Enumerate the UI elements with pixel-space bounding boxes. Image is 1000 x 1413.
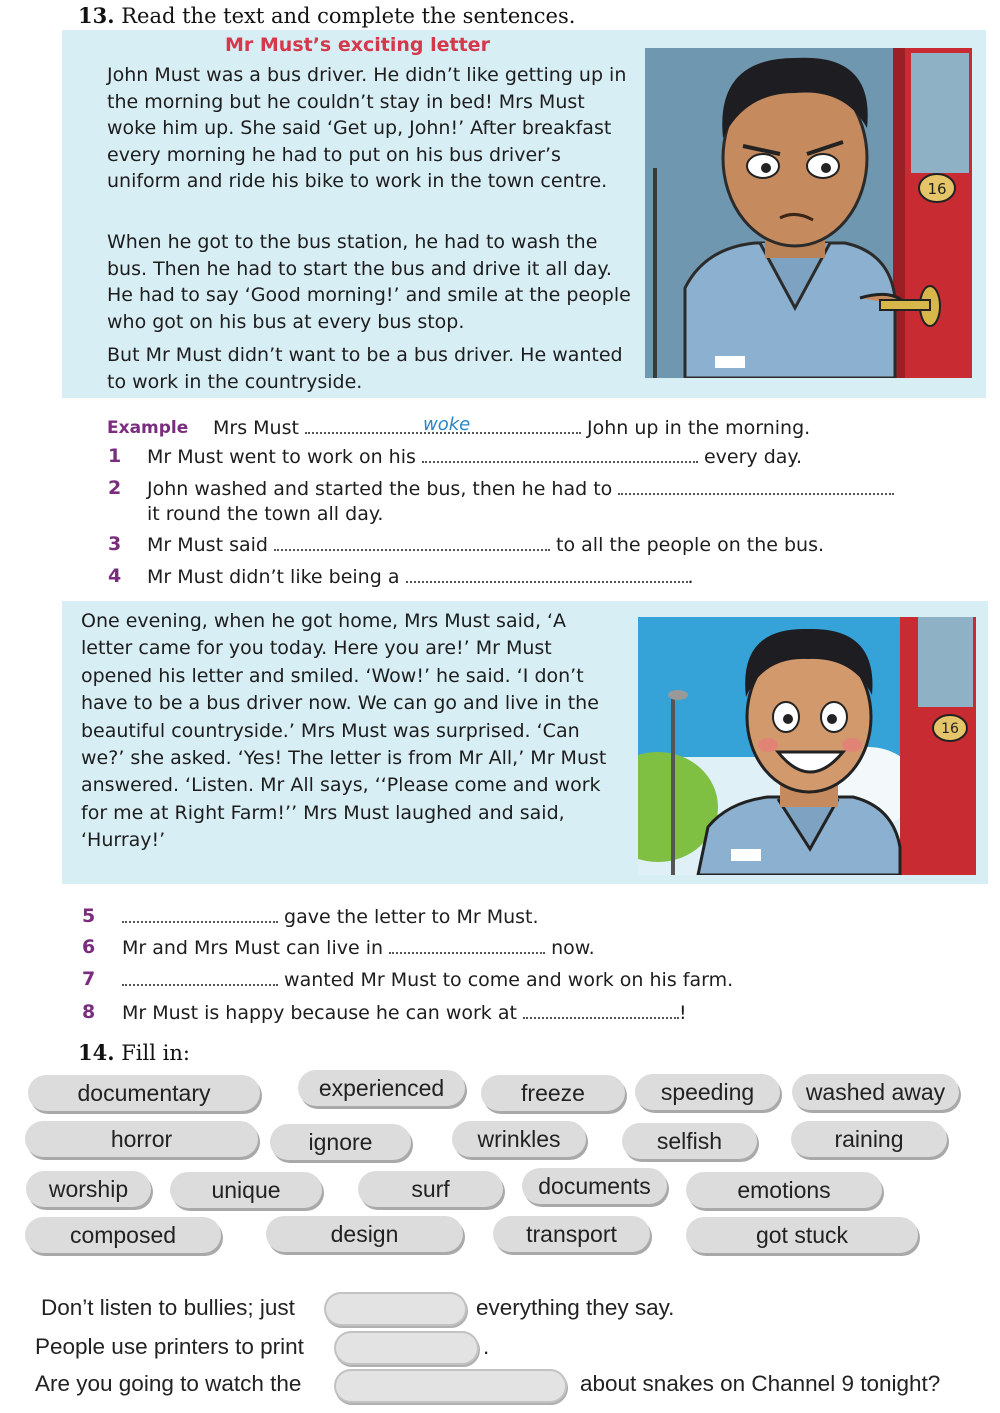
word-chip-horror[interactable]: horror bbox=[25, 1121, 258, 1157]
exercise-13-heading bbox=[78, 3, 575, 28]
item-number: 4 bbox=[108, 565, 122, 587]
fill-sentence-before: Are you going to watch the bbox=[35, 1371, 302, 1396]
fill-sentence-after: everything they say. bbox=[476, 1295, 675, 1320]
exercise-instruction: Read the text and complete the sentences. bbox=[121, 4, 576, 28]
item-number: 5 bbox=[82, 905, 96, 927]
fill-sentence-after: . bbox=[483, 1334, 490, 1359]
example-label: Example bbox=[107, 418, 189, 438]
item-sentence-continued: it round the town all day. bbox=[147, 503, 384, 525]
answer-blank[interactable] bbox=[122, 905, 278, 923]
item-text-after: ! bbox=[678, 1002, 687, 1024]
answer-blank[interactable] bbox=[406, 565, 688, 583]
word-chip-raining[interactable]: raining bbox=[791, 1121, 947, 1157]
bus-driver-happy-illustration bbox=[638, 617, 976, 875]
story-paragraph-1: John Must was a bus driver. He didn’t like getting up in the morning but he couldn’t stay in bed! Mrs Must woke him up. She said ‘Get up, John!’ After breakfast every morning he had to put on his bus driver’s uniform and ride his bike to work in the town centre. bbox=[107, 64, 627, 192]
word-chip-got-stuck[interactable]: got stuck bbox=[686, 1217, 918, 1253]
item-text-after: now. bbox=[551, 937, 595, 959]
word-chip-experienced[interactable]: experienced bbox=[298, 1070, 465, 1106]
item-sentence bbox=[147, 477, 894, 500]
item-number: 1 bbox=[108, 445, 122, 467]
exercise-instruction: Fill in: bbox=[121, 1041, 190, 1065]
item-text-before: Mr Must is happy because he can work at bbox=[122, 1002, 517, 1024]
item-text-before: Mr Must said bbox=[147, 534, 268, 556]
example-answer: woke bbox=[423, 414, 471, 435]
word-chip-transport[interactable]: transport bbox=[493, 1216, 650, 1252]
answer-blank[interactable] bbox=[523, 1001, 679, 1019]
example-before: Mrs Must bbox=[213, 417, 299, 439]
item-text-after: wanted Mr Must to come and work on his farm. bbox=[284, 969, 734, 991]
example-sentence bbox=[213, 416, 810, 439]
example-row bbox=[107, 416, 188, 438]
fill-sentence-before: Don’t listen to bullies; just bbox=[41, 1295, 295, 1320]
word-chip-worship[interactable]: worship bbox=[26, 1171, 151, 1207]
fill-blank-3[interactable] bbox=[334, 1369, 567, 1403]
word-chip-surf[interactable]: surf bbox=[358, 1171, 503, 1207]
item-sentence bbox=[122, 1001, 687, 1024]
bus-number-label: 16 bbox=[941, 721, 959, 737]
item-number: 2 bbox=[108, 477, 122, 499]
bus-driver-worried-illustration bbox=[645, 48, 972, 378]
word-chip-composed[interactable]: composed bbox=[25, 1217, 221, 1253]
fill-sentence-before: People use printers to print bbox=[35, 1334, 304, 1359]
word-chip-wrinkles[interactable]: wrinkles bbox=[452, 1121, 586, 1157]
word-chip-speeding[interactable]: speeding bbox=[635, 1074, 780, 1110]
item-text-after: to all the people on the bus. bbox=[556, 534, 825, 556]
item-sentence bbox=[122, 968, 733, 991]
story-title: Mr Must’s exciting letter bbox=[225, 34, 490, 56]
item-sentence bbox=[122, 936, 595, 959]
story-paragraph-4: One evening, when he got home, Mrs Must said, ‘A letter came for you today. Here you are!’ Mr Must opened his letter and smiled. ‘Wow!’ he said. ‘I don’t have to be a bus driver now. We can go and live in the beautiful countryside.’ Mrs Must was surprised. ‘Can we?’ she asked. ‘Yes! The letter is from Mr All,’ Mr Must answered. ‘Listen. Mr All says, ‘‘Please come and work for me at Right Farm!’’ Mrs Must laughed and said, ‘Hurray!’ bbox=[81, 610, 607, 852]
word-chip-washed-away[interactable]: washed away bbox=[792, 1074, 959, 1110]
fill-sentence-after: about snakes on Channel 9 tonight? bbox=[580, 1371, 941, 1396]
word-chip-design[interactable]: design bbox=[266, 1216, 463, 1252]
item-text-after: every day. bbox=[703, 446, 802, 468]
answer-blank[interactable] bbox=[274, 533, 550, 551]
word-chip-ignore[interactable]: ignore bbox=[270, 1124, 411, 1160]
answer-blank[interactable] bbox=[618, 477, 894, 495]
item-sentence bbox=[122, 905, 539, 928]
item-number: 3 bbox=[108, 533, 122, 555]
word-chip-selfish[interactable]: selfish bbox=[622, 1123, 757, 1159]
item-text-after: gave the letter to Mr Must. bbox=[284, 906, 539, 928]
item-text-before: Mr Must didn’t like being a bbox=[147, 566, 400, 588]
fill-blank-1[interactable] bbox=[324, 1292, 467, 1326]
exercise-number: 13. bbox=[78, 3, 115, 28]
word-chip-unique[interactable]: unique bbox=[170, 1172, 322, 1208]
answer-blank[interactable] bbox=[122, 968, 278, 986]
item-number: 8 bbox=[82, 1001, 96, 1023]
item-text-after: . bbox=[687, 566, 694, 588]
exercise-14-heading bbox=[78, 1040, 190, 1065]
item-sentence bbox=[147, 565, 694, 588]
word-chip-documents[interactable]: documents bbox=[522, 1168, 667, 1204]
word-chip-documentary[interactable]: documentary bbox=[28, 1075, 260, 1111]
answer-blank[interactable] bbox=[389, 936, 545, 954]
fill-blank-2[interactable] bbox=[334, 1331, 479, 1365]
story-paragraph-2: When he got to the bus station, he had to wash the bus. Then he had to start the bus and drive it all day. He had to say ‘Good morning!’ and smile at the people who got on his bus at every bus stop. bbox=[107, 231, 631, 333]
item-number: 6 bbox=[82, 936, 96, 958]
exercise-number: 14. bbox=[78, 1040, 115, 1065]
story-paragraph-3: But Mr Must didn’t want to be a bus driver. He wanted to work in the countryside. bbox=[107, 344, 623, 393]
word-chip-emotions[interactable]: emotions bbox=[686, 1172, 882, 1208]
item-number: 7 bbox=[82, 968, 96, 990]
item-sentence bbox=[147, 533, 824, 556]
item-text-before: Mr Must went to work on his bbox=[147, 446, 416, 468]
word-chip-freeze[interactable]: freeze bbox=[481, 1075, 625, 1111]
item-text-before: Mr and Mrs Must can live in bbox=[122, 937, 384, 959]
bus-number-label: 16 bbox=[927, 180, 947, 198]
answer-blank[interactable] bbox=[422, 445, 698, 463]
item-sentence bbox=[147, 445, 802, 468]
example-after: John up in the morning. bbox=[587, 417, 811, 439]
item-text-before: John washed and started the bus, then he had to bbox=[147, 478, 613, 500]
